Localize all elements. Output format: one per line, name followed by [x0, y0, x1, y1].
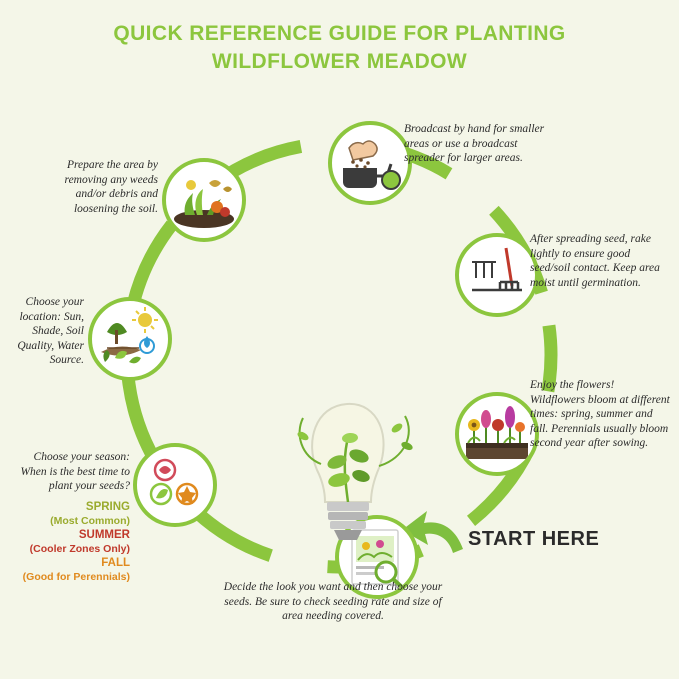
node-choose-location[interactable]: [88, 297, 172, 381]
callout-choose-location: Choose your location: Sun, Shade, Soil Quality, Water Source.: [17, 296, 84, 366]
callout-enjoy-flowers: Enjoy the flowers! Wildflowers bloom at different times: spring, summer and fall. Perennials usually bloom second year after sowing.: [530, 379, 670, 449]
node-prepare-area[interactable]: [162, 158, 246, 242]
node-rake-lightly[interactable]: [455, 233, 539, 317]
hand-sowing-icon: [333, 126, 407, 200]
title-line-2: WILDFLOWER MEADOW: [211, 50, 468, 73]
soil-weeds-icon: [167, 163, 241, 237]
season-summer: SUMMER (Cooler Zones Only): [29, 528, 130, 555]
choose-season-question: Choose your season: When is the best time to plant your seeds?: [20, 451, 130, 492]
flower-bed-icon: [460, 397, 534, 471]
callout-broadcast-seed: Broadcast by hand for smaller areas or use a broadcast spreader for larger areas.: [404, 123, 545, 164]
seasons-icon: [138, 448, 212, 522]
season-spring: SPRING (Most Common): [50, 500, 130, 527]
node-choose-season[interactable]: [133, 443, 217, 527]
callout-prepare-area: Prepare the area by removing any weeds and/or debris and loosening the soil.: [64, 159, 158, 215]
callout-choose-season: [14, 450, 130, 584]
sun-shade-icon: [93, 302, 167, 376]
node-broadcast-seed[interactable]: [328, 121, 412, 205]
callout-decide-look: Decide the look you want and then choose your seeds. Be sure to check seeding rate and size of area needing covered.: [223, 581, 443, 622]
rake-icon: [460, 238, 534, 312]
season-list: [14, 500, 130, 584]
callout-rake-lightly: After spreading seed, rake lightly to ensure good seed/soil contact. Keep area moist until germination.: [530, 233, 660, 289]
idea-bulb-illustration: [255, 370, 445, 580]
title-line-1: QUICK REFERENCE GUIDE FOR PLANTING: [113, 22, 566, 45]
season-fall: FALL (Good for Perennials): [22, 556, 130, 583]
start-here-label: START HERE: [468, 528, 600, 550]
node-enjoy-flowers[interactable]: [455, 392, 539, 476]
